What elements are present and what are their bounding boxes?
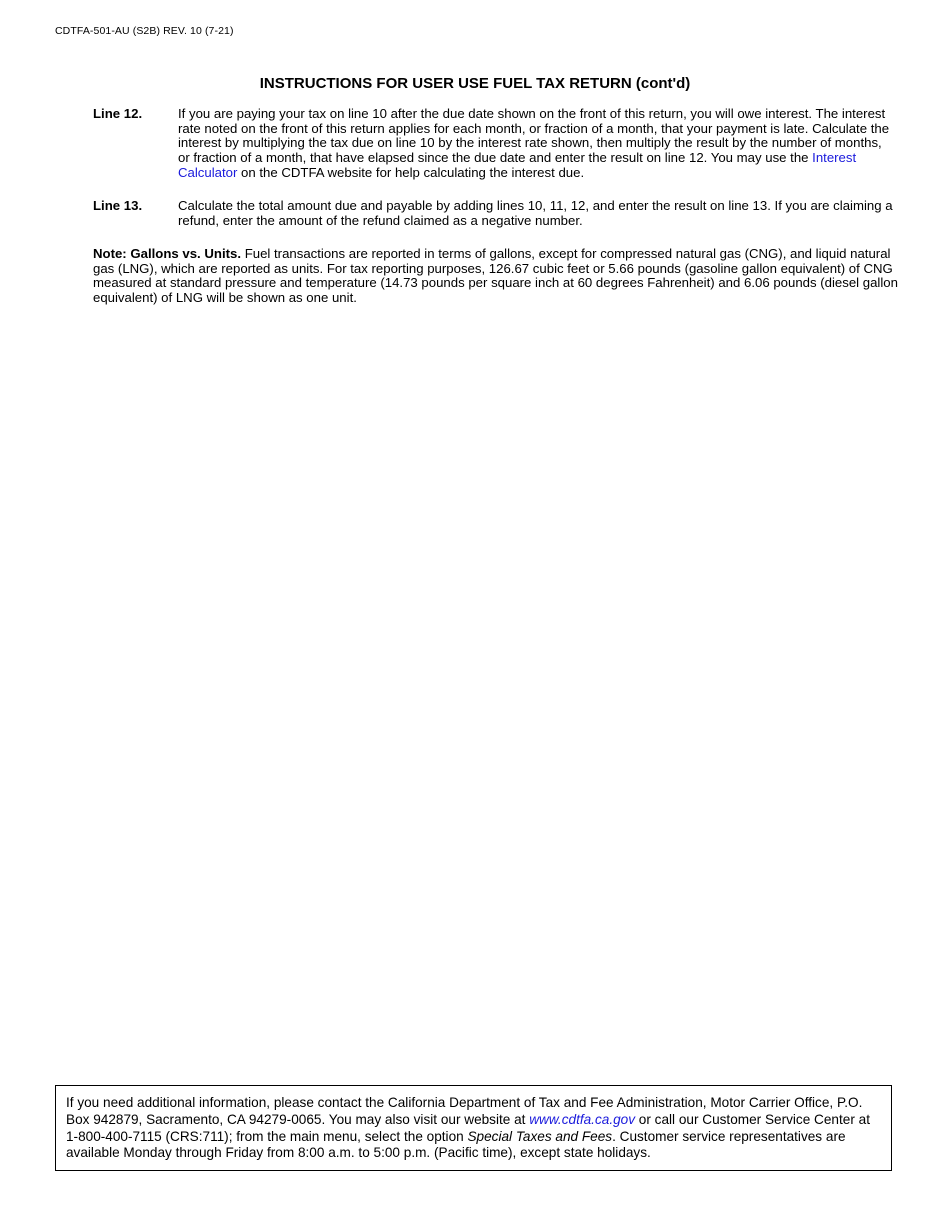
line-13-label: Line 13.	[93, 198, 143, 213]
contact-info-box	[55, 1085, 892, 1171]
contact-text-middle: or call our Customer Service Center at 1-800-400-7115 (CRS:711); from the main menu, select the option	[66, 1111, 870, 1144]
line-12-text-tail: on the CDTFA website for help calculating the interest due.	[237, 164, 585, 180]
website-link[interactable]: www.cdtfa.ca.gov	[529, 1111, 636, 1127]
gallons-units-note	[93, 247, 898, 306]
line-12-text-body: If you are paying your tax on line 10 after the due date shown on the front of this return, you will owe interest. The interest rate noted on the front of this return applies for each month, or fraction of a month, that your payment is late. Calculate the interest by multiplying the tax due on line 10 by the interest rate shown, then multiply the result by the number of months, or fraction of a month, that have elapsed since the due date and enter the result on line 12. You may use the	[178, 106, 890, 166]
contact-text-end: . Customer service representatives are available Monday through Friday from 8:00 a.m. to 5:00 p.m. (Pacific time), except state holidays.	[66, 1128, 846, 1161]
line-13-instruction	[93, 199, 895, 228]
menu-option-text: Special Taxes and Fees	[467, 1128, 613, 1144]
line-12-instruction	[93, 107, 895, 181]
line-12-label: Line 12.	[93, 106, 143, 121]
contact-text	[66, 1095, 884, 1162]
form-id: CDTFA-501-AU (S2B) REV. 10 (7-21)	[55, 25, 234, 37]
line-12-text	[178, 107, 895, 181]
contact-text-intro: If you need additional information, please contact the California Department of Tax and Fee Administration, Motor Carrier Office, P.O. Box 942879, Sacramento, CA 94279-0065. You may also visit our website at	[66, 1095, 863, 1127]
note-title: Note: Gallons vs. Units.	[93, 246, 242, 261]
line-13-text: Calculate the total amount due and payable by adding lines 10, 11, 12, and enter the result on line 13. If you are claiming a refund, enter the amount of the refund claimed as a negative number.	[178, 198, 893, 228]
interest-calculator-link[interactable]: Interest Calculator	[178, 150, 857, 180]
page-title: INSTRUCTIONS FOR USER USE FUEL TAX RETURN (cont'd)	[259, 75, 691, 92]
note-text: Fuel transactions are reported in terms of gallons, except for compressed natural gas (CNG), and liquid natural gas (LNG), which are reported as units. For tax reporting purposes, 126.67 cubic feet or 5.66 pounds (gasoline gallon equivalent) of CNG measured at standard pressure and temperature (14.73 pounds per square inch at 60 degrees Fahrenheit) and 6.06 pounds (diesel gallon equivalent) of LNG will be shown as one unit.	[93, 246, 898, 306]
